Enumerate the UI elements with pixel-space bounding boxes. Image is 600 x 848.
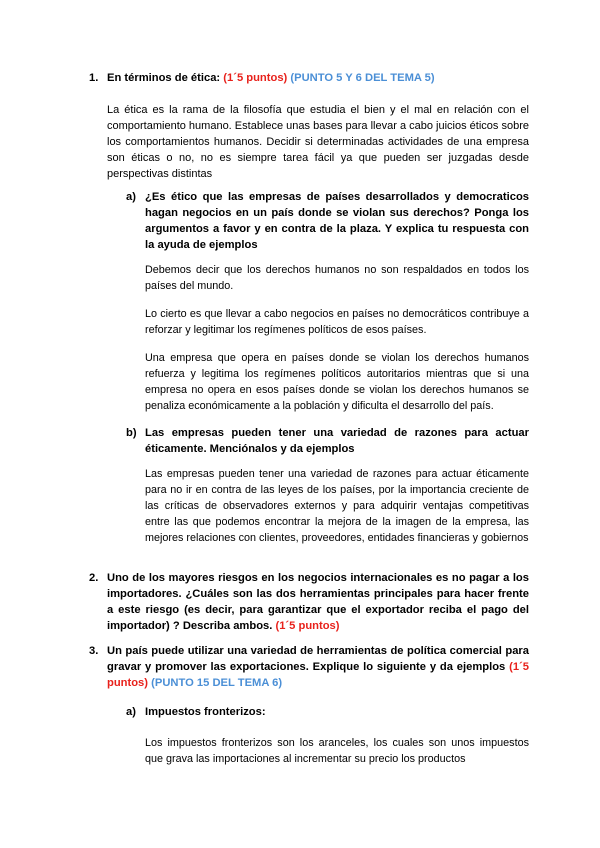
question-3a-label: a) — [126, 706, 136, 718]
question-3 — [89, 643, 529, 691]
question-1b-text: Las empresas pueden tener una variedad de razones para actuar éticamente. Menciónalos y da ejemplos — [145, 427, 529, 455]
question-2 — [89, 570, 529, 634]
question-3-text: Un país puede utilizar una variedad de herramientas de política comercial para gravar y promover las exportaciones. Explique lo siguiente y da ejemplos — [107, 645, 529, 673]
question-1-text: En términos de ética: — [107, 72, 221, 84]
question-2-points: (1´5 puntos) — [275, 620, 340, 632]
question-1a-label: a) — [126, 191, 136, 203]
question-1-intro: La ética es la rama de la filosofía que estudia el bien y el mal en relación con el comportamiento humano. Establece unas bases para llevar a cabo juicios éticos sobre los comportamientos humanos. Decidir si determinadas actividades de una empresa son éticas o no, no es siempre tarea fácil ya que pueden ser juzgadas desde perspectivas distintas — [107, 104, 529, 180]
question-1-reference: (PUNTO 5 Y 6 DEL TEMA 5) — [290, 72, 435, 84]
question-1b-label: b) — [126, 427, 137, 439]
question-3a — [126, 704, 529, 720]
question-1-points: (1´5 puntos) — [223, 72, 288, 84]
question-3-number: 3. — [89, 645, 99, 657]
question-3-points: (1´5 puntos) — [107, 661, 529, 689]
answer-1a-paragraph-2: Lo cierto es que llevar a cabo negocios en países no democráticos contribuye a reforzar y legitimar los regímenes políticos de esos países. — [145, 308, 529, 336]
answer-1a-paragraph-1: Debemos decir que los derechos humanos no son respaldados en todos los países del mundo. — [145, 264, 529, 292]
answer-3a: Los impuestos fronterizos son los aranceles, los cuales son unos impuestos que grava las importaciones al incrementar su precio los productos — [145, 737, 529, 765]
question-2-number: 2. — [89, 572, 99, 584]
question-1 — [89, 70, 529, 86]
question-1a-text: ¿Es ético que las empresas de países desarrollados y democraticos hagan negocios en un país donde se violan sus derechos? Ponga los argumentos a favor y en contra de la plaza. Y explica tu respuesta con la ayuda de ejemplos — [145, 191, 529, 251]
question-2-text: Uno de los mayores riesgos en los negocios internacionales es no pagar a los importadores. ¿Cuáles son las dos herramientas principales para hacer frente a este riesgo (es decir, para garantizar que el exportador reciba el pago del importador) ? Describa ambos. — [107, 572, 529, 632]
question-3a-title: Impuestos fronterizos: — [145, 706, 266, 718]
answer-1a-paragraph-3: Una empresa que opera en países donde se violan los derechos humanos refuerza y legitima los regímenes políticos autoritarios mientras que si una empresa no opera en esos países donde se violan los derechos humanos se penaliza económicamente a la población y dificulta el desarrollo del país. — [145, 352, 529, 412]
question-3-reference: (PUNTO 15 DEL TEMA 6) — [151, 677, 283, 689]
answer-1b: Las empresas pueden tener una variedad de razones para actuar éticamente para no ir en contra de las leyes de los países, por la importancia creciente de las críticas de observadores externos y para adquirir ventajas competitivas entre las que podemos encontrar la mejora de la imagen de la empresa, las mejores relaciones con clientes, proveedores, entidades financieras y gobiernos — [145, 468, 529, 544]
question-1a — [126, 189, 529, 253]
question-1-number: 1. — [89, 72, 99, 84]
question-1b — [126, 425, 529, 457]
